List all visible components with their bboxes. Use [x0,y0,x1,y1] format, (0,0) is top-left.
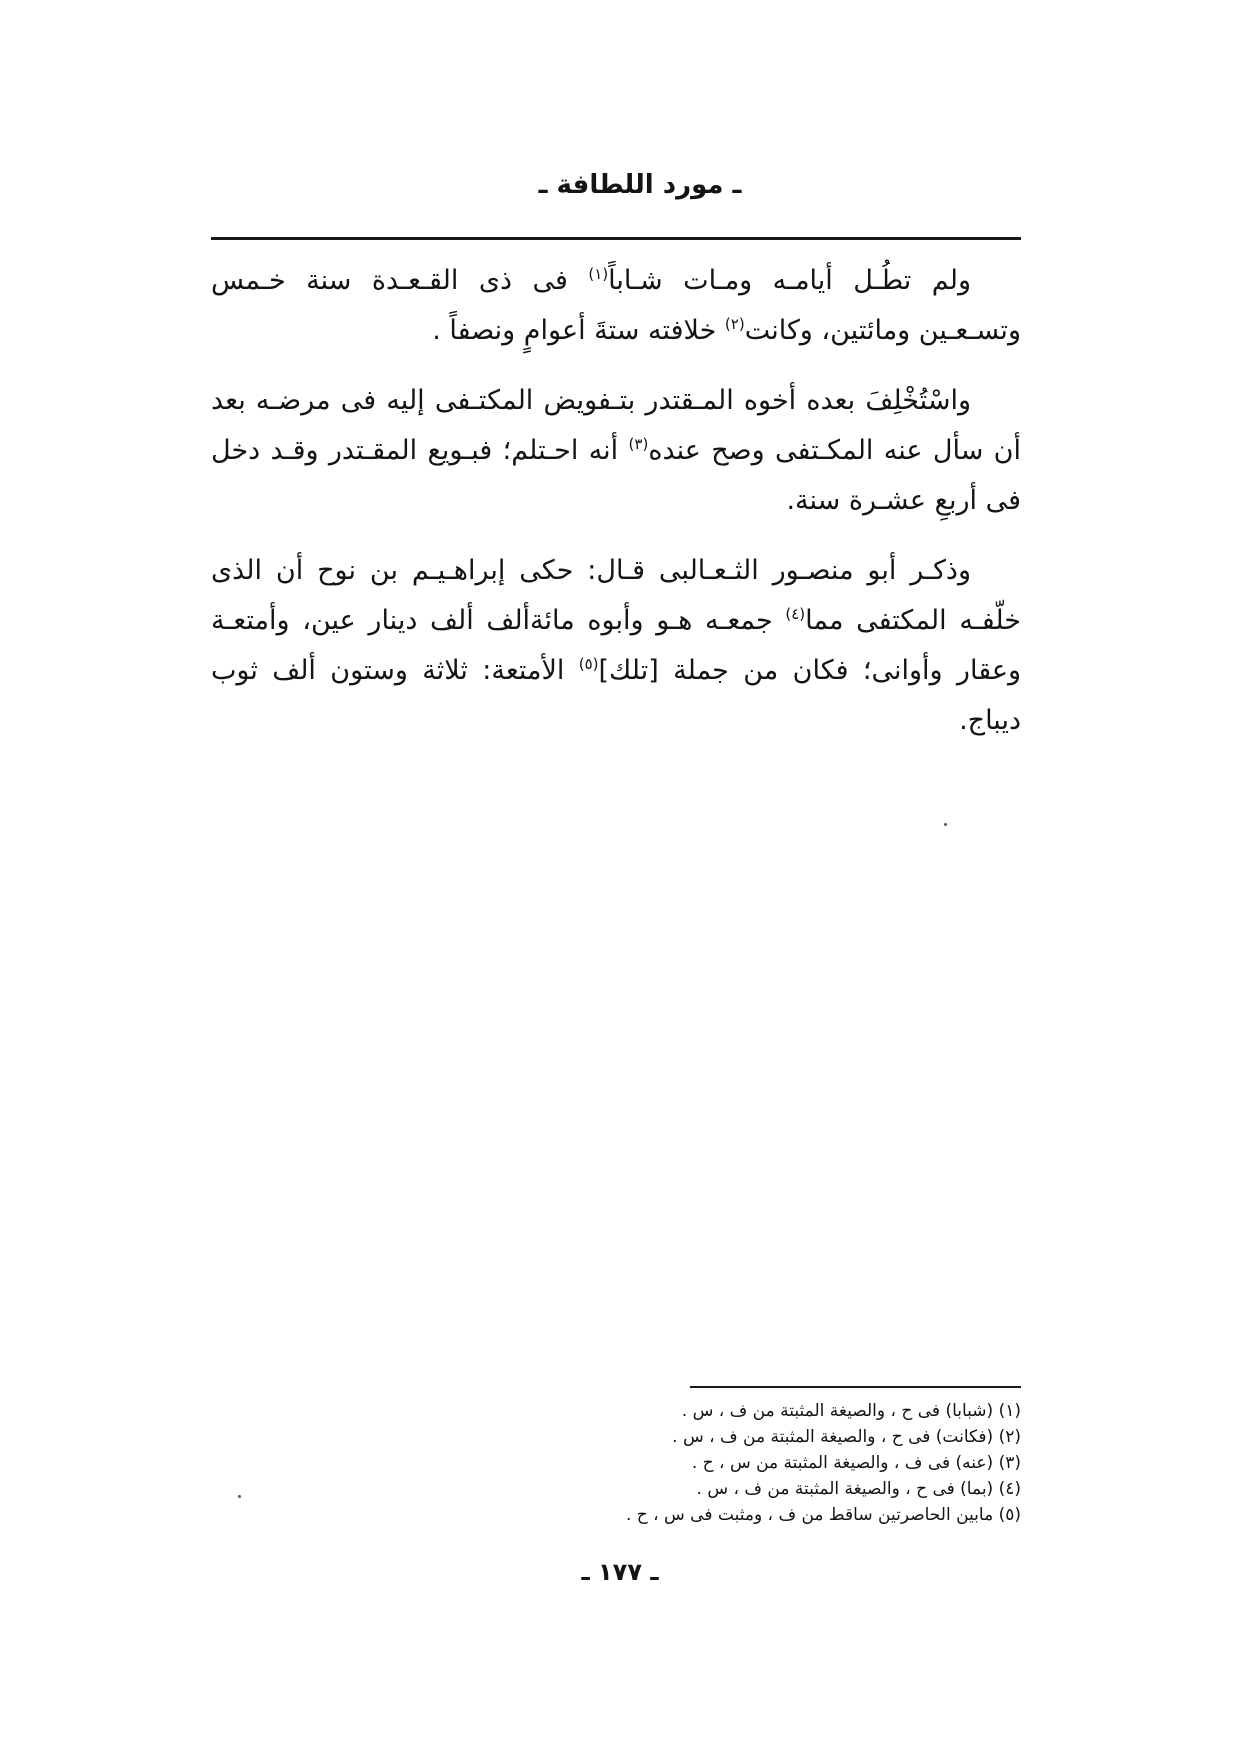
footnote-marker-4: (٤) [785,605,806,623]
paragraph-text: فى ذى القـعـدة سنة خـمس وتسـعـين ومائتين، وكانت [211,265,1021,346]
footnote-2: (٢) (فكانت) فى ح ، والصيغة المثبتة من ف ، س . [672,1427,1021,1447]
paragraph-text: واسْتُخْلِفَ بعده أخوه المـقتدر بتـفويض المكتـفى إليه فى مرضـه بعد أن سأل عنه المكـتفى وصح عنده [211,385,1021,466]
main-text [211,256,1021,766]
paragraph-text: وذكـر أبو منصـور الثـعـالبى قـال: حكى إبراهـيـم بن نوح أن الذى خلّفـه المكتفى مما [211,555,1022,636]
page-number: ـ ١٧٧ ـ [581,1558,659,1586]
footnote-3: (٣) (عنه) فى ف ، والصيغة المثبتة من س ، ح . [691,1453,1021,1473]
footnote-4: (٤) (بما) فى ح ، والصيغة المثبتة من ف ، س . [696,1479,1021,1499]
header-rule [211,237,1021,240]
footnote-marker-3: (٣) [628,435,649,453]
footnote-1: (١) (شبابا) فى ح ، والصيغة المثبتة من ف ، س . [681,1401,1021,1421]
paragraph-text: الأمتعة: ثلاثة وستون ألف ثوب ديباج. [211,655,1021,736]
footnote-rule [690,1386,1021,1388]
paragraph-3 [211,546,1021,746]
scan-speck [944,823,947,826]
running-head: ـ مورد اللطافة ـ [538,170,742,200]
footnote-5: (٥) مابين الحاصرتين ساقط من ف ، ومثبت فى س ، ح . [625,1505,1021,1525]
paragraph-1 [211,256,1021,356]
footnotes [540,1398,1021,1528]
paragraph-text: أنه احـتلم؛ فبـويع المقـتدر وقـد دخل فى أربعِ عشـرة سنة. [211,435,1021,516]
footnote-marker-2: (٢) [724,315,745,333]
scan-speck [238,1495,241,1498]
paragraph-text: خلافته ستةَ أعوامٍ ونصفاً . [432,315,725,346]
footnote-marker-1: (١) [588,265,609,283]
paragraph-text: ولم تطُـل أيامـه ومـات شـاباً [608,265,971,296]
footnote-marker-5: (٥) [578,655,599,673]
paragraph-2 [211,376,1021,526]
paragraph-text: جمعـه هـو وأبوه مائةألف ألف دينار عين، وأمتعـة وعقار وأوانى؛ فكان من جملة [تلك] [211,605,1022,686]
